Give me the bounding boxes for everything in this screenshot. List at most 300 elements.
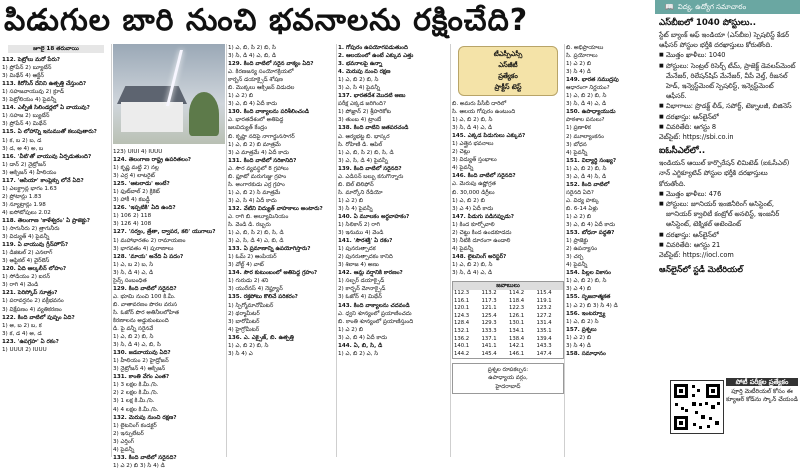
text-line: 4) పైవన్నీ — [566, 262, 588, 269]
text-line: 135. రక్తపోటు కొలిచే పరికరం? — [228, 294, 298, 301]
book-icon: 📖 — [665, 3, 674, 11]
answer-cell: 122.3 — [509, 305, 525, 312]
text-line: 3) సి, డి 4) ఎ, బి, డి — [228, 53, 276, 60]
text-line: 149. భారత సముద్రపు — [566, 77, 619, 84]
column-4-text — [338, 44, 450, 358]
practice-test-badge — [458, 46, 558, 96]
text-line: 3) 126 4) 108 — [113, 221, 152, 228]
text-line: పరీక్ష ఎక్కడ జరిగింది? — [338, 101, 386, 108]
text-line: 1) ఎ 2) బి — [566, 213, 592, 220]
text-line: 146. కింది వాటిలో సరైనది? — [452, 173, 516, 180]
promo-description: పూర్తి మెటీరియల్ కోసం ఈ క్యూఆర్ కోడ్‌ను స్కాన్ చేయండి — [726, 388, 798, 403]
text-line: 2) ఉపన్యాసం — [566, 246, 598, 253]
sbi-detail: ■ పోస్టులు: సెంట్రల్ రిసెర్చ్ టీమ్, ప్రాజెక్ట్ డెవలప్‌మెంట్ మేనేజర్, రిలేషన్‌షిప్ మేనేజర్, వీపీ వెల్త్, రీజనల్ హెడ్, ఇన్వెస్ట్‌మెంట్ స్పెషలిస్ట్, ఇన్వెస్ట్‌మెంట్ ఆఫీసర్. — [659, 61, 796, 102]
answer-cell: 118.4 — [509, 297, 525, 304]
answer-key-table — [453, 290, 563, 358]
text-line: 1) ఎ, బి 2) ఎ, సి — [338, 350, 379, 357]
text-line: 150. ఉపాధ్యాయుడు — [566, 109, 616, 116]
text-line: 3. భవనాలపై ఉన్నా — [338, 61, 383, 68]
text-line: 3) చర్చ — [566, 254, 584, 261]
text-line: 2) థర్మామీటర్ — [228, 310, 260, 317]
answer-cell: 135.1 — [536, 328, 552, 335]
credit-line: ఉపాధ్యాయ వర్గం, — [488, 375, 528, 382]
text-line: బి. బెల్ టెలిఫోన్ — [338, 181, 374, 188]
column-4 — [338, 44, 450, 457]
answer-cell: 115.4 — [536, 290, 552, 297]
text-line: బి. అమరు పీసీబీ దారిలో — [452, 101, 507, 107]
text-line: కిరణాలను అడ్డుకుంటుంది — [113, 317, 169, 324]
credit-line: ప్రశ్నల రూపకల్పన: — [487, 367, 529, 374]
text-line: 3) ఎ, సి 4) పైవన్నీ — [338, 85, 381, 92]
text-line: 3) విద్యుత్ స్తంభాలు — [452, 157, 497, 164]
text-line: 1) UUUI 2) IUUU — [2, 346, 47, 353]
text-line: 3) ఎ 4) బి — [566, 286, 592, 293]
text-line: 123. 'ఉపగ్రహ' ఏ రకం? — [2, 338, 59, 345]
text-line: 1) క, బ 2) బ, డ — [2, 137, 42, 144]
text-line: 142. ఆమ్ల వర్షానికి కారణం? — [338, 270, 403, 277]
text-line: 3) పెట్రోలియం 4) పైవన్నీ — [2, 97, 57, 104]
text-line: 2) 2 లక్షల కి.మీ./సె. — [113, 390, 159, 397]
text-line: 3) విద్యుత్ 4) పైవన్నీ — [2, 234, 50, 241]
text-line: 3) ప్రోపేన్ 4) మిథేన్ — [2, 121, 47, 128]
answer-key — [452, 281, 564, 359]
text-line: 3) సి 4) డి — [566, 342, 591, 349]
text-line: బి. కాంతి శూన్యంలో ప్రయాణిస్తుంది — [338, 318, 414, 325]
answer-cell: 123.2 — [536, 305, 552, 312]
text-line: 139. కింది వాటిలో సరైనది? — [338, 165, 402, 172]
text-line: 155. సృజనాత్మకత — [566, 294, 611, 301]
text-line: పాఠశాల పనులు? — [566, 117, 605, 124]
text-line: 137. భారతదేశ మొదటి అణు — [338, 93, 406, 100]
text-line: 1) ఎ 2) బి — [338, 197, 364, 204]
text-line: 1) ఎలక్ట్రాన్ల భాగం 1.63 — [2, 185, 57, 192]
text-line: 1) కింద కూర్చోవాలి — [452, 221, 495, 228]
text-line: ఎ. ఎడిసన్ బల్బు కనుగొన్నారు — [338, 173, 404, 180]
text-line: 2) ఇన్సులేటర్ — [113, 430, 144, 437]
text-line: 3) ఎ, బి 4) ఏదీ కాదు — [228, 101, 278, 108]
text-line: 3) సి, డి 4) ఎ, డి — [113, 269, 154, 276]
text-line: ఎ. ధ్వని శూన్యంలో ప్రయాణించదు — [338, 310, 412, 317]
text-line: ఆధారంగా నిర్ణయం? — [566, 85, 610, 92]
answer-cell: 124.3 — [454, 312, 470, 319]
text-line: 153. బోధనా పద్ధతి? — [566, 230, 615, 237]
text-line: 133. ఏ ప్రమాణాన్ని ఉపయోగిస్తారు? — [228, 246, 311, 253]
text-line: 3) ఆక్సిజన్ 4) హీలియం — [2, 169, 57, 176]
text-line: 136. ఎ. ఎక్సైజ్, బి. ఉత్పత్తి — [228, 334, 294, 341]
column-6-text — [566, 44, 652, 358]
answer-cell: 112.3 — [454, 290, 470, 297]
text-line: 1) డాన్ 2) నైట్రోజన్ — [2, 161, 46, 168]
text-line: 4) హైగ్రోమీటర్ — [228, 326, 260, 333]
answer-cell: 116.1 — [454, 297, 470, 304]
text-line: 120. ఏది ఆల్కలీన్ లోహం? — [2, 266, 67, 273]
answer-cell: 126.1 — [509, 312, 525, 319]
iocl-details — [659, 189, 796, 250]
answer-row — [453, 343, 563, 351]
text-line: 1) ఎ, బి 2) బి — [452, 197, 485, 204]
text-line: 3) మిథేన్ 4) ఆక్టేన్ — [2, 73, 44, 80]
question-credit — [452, 363, 564, 393]
continuation-tag: జూలై 18 తరువాయి — [8, 45, 104, 53]
answer-cell: 140.1 — [454, 343, 470, 350]
text-line: సి. వెండి డి. రబ్బరు — [228, 222, 271, 229]
text-line: 3) హాకీ 4) కబడ్డీ — [113, 197, 150, 204]
text-line: 3) సి, డి 4) ఎ, డి — [452, 269, 493, 276]
text-line: 1) ఎ, బి 2) బి, సి — [452, 261, 493, 268]
text-line: 1) ఎ, బి, సి 2) బి, సి, డి — [228, 230, 284, 237]
text-line: 3) శిలాజ 4) అణు — [338, 262, 379, 269]
column-2-text — [113, 148, 225, 470]
text-line: 131. కింది వాటిలో సరికానిది? — [228, 157, 297, 164]
text-line: ఎ. ఆర్యభట్ట బి. భాస్కర — [338, 133, 390, 140]
answer-row — [453, 336, 563, 344]
answer-row — [453, 328, 563, 336]
badge-line: టీఎస్పీఎస్సీ — [493, 50, 523, 58]
column-1 — [2, 44, 110, 457]
text-line: 1) ఎ, బ 2) బ, సి — [113, 261, 154, 268]
text-line: 3) ఓజోన్ 4) మిథేన్ — [338, 294, 382, 301]
answer-row — [453, 290, 563, 298]
text-line: 3) సి, డి 4) ఎ, బి, సి — [113, 342, 161, 349]
iocl-heading: ఐఓసీఎల్‌లో.. — [659, 146, 706, 157]
text-line: ఎ. సౌర వ్యవస్థలో 8 గ్రహాలు — [228, 165, 289, 172]
text-line: 1. గోపురం ఉపయోగపడుతుంది — [338, 45, 408, 51]
credit-line: హైదరాబాద్ — [495, 383, 521, 390]
text-line: 4) పైవన్నీ — [452, 165, 474, 172]
text-line: 132. వేటిని విద్యుత్ వాహకాలు అంటారు? — [228, 205, 323, 212]
text-line: జలవిద్యుత్ కేంద్రం — [228, 125, 268, 132]
text-line: 3) 1 లక్ష కి.మీ./సె. — [113, 398, 155, 405]
text-line: 3) సి 4) ఎ — [228, 350, 253, 357]
text-line: 112. పెట్రోలు మరో పేరు? — [2, 57, 61, 64]
text-line: 1) హీలియం 2) హైడ్రోజన్ — [113, 358, 169, 365]
text-line: 145. ఎక్కడ పిడుగులు ఎక్కువ? — [452, 133, 526, 140]
text-line: 1) ఎ 2) బి — [228, 93, 254, 100]
text-line: 1) ఎ, బి 2) బి, సి — [566, 93, 607, 100]
answer-row — [453, 313, 563, 321]
text-line: 1) పరావర్తనం 2) వక్రీభవనం — [2, 298, 64, 305]
text-line: 140. ఏ మూలకం అర్ధవాహకం? — [338, 213, 410, 220]
iocl-detail: ■ చివరితేది: ఆగస్టు 21 — [659, 240, 796, 250]
text-line: 1) సహజవాయువు 2) క్రూడ్ — [2, 89, 64, 96]
text-line: 3) నీటికి దూరంగా ఉండాలి — [452, 237, 511, 244]
answer-cell: 119.1 — [536, 297, 552, 304]
sbi-heading: ఎస్‌బీఐలో 1040 పోస్టులు.. — [659, 18, 757, 28]
column-divider — [564, 44, 565, 457]
iocl-intro: ఇండియన్ ఆయిల్ కార్పొరేషన్ లిమిటెడ్ (ఐఓసీఎల్) నాన్ ఎగ్జిక్యూటివ్ పోస్టుల భర్తీకి దరఖాస్తులు కోరుతోంది. — [659, 159, 790, 188]
text-line: 3) ఎ, బి 4) ఏదీ కాదు — [338, 334, 388, 341]
text-line: 144. ఏ, బి, సి, డి — [338, 342, 383, 349]
text-line: 1) ఎ, బి 2) బి, సి — [566, 165, 607, 172]
text-line: 1) ఎ, బి 2) బి, సి — [113, 334, 154, 341]
text-line: సరైనది ఏది? — [566, 189, 594, 196]
text-line: 116. 'వీటి'తో వాయువు ఏర్పడుతుంది? — [2, 153, 92, 160]
text-line: 3) ఇనుము 4) వెండి — [338, 230, 384, 237]
answer-row — [453, 351, 563, 359]
text-line: 118. తెలంగాణ 'కాళేశ్వరం' ఏ ప్రాజెక్టు? — [2, 217, 90, 224]
text-line: డి. పై వన్నీ సరైనవే — [113, 326, 154, 333]
text-line: 2. ఆలయంలో ఉంటే ఎక్కువ ఎత్తు — [338, 53, 414, 60]
text-line: 3) ఎ, సి, డి 4) ఎ, బి, డి — [228, 238, 284, 245]
text-line: సి. అంగారకుడు ఎర్ర గ్రహం — [228, 181, 285, 188]
text-line: 130. జడవాయువు ఏది? — [113, 350, 171, 357]
text-line: 138. కింది వాటిని జతపరచండి — [338, 125, 409, 132]
column-1-text — [2, 56, 110, 354]
text-line: 1) ఎ, బి 2) బి మాత్రమే — [228, 141, 281, 148]
text-line: 129. కింది వాటిలో సరైనది? — [113, 285, 177, 292]
text-line: 2) చెట్లు — [452, 149, 471, 156]
column-divider — [336, 44, 337, 457]
sbi-detail: ■ దరఖాస్తు: ఆన్‌లైన్‌లో — [659, 112, 796, 122]
text-line: 4. మెరుపు నుంచి రక్షణ — [338, 69, 391, 76]
answer-row — [453, 298, 563, 306]
text-line: 3) ఆప్టికల్ 4) వైర్‌లెస్ — [2, 258, 50, 265]
text-line: బి. కృష్ణా నదిపై నాగార్జునసాగర్ — [228, 133, 295, 140]
answer-cell: 120.1 — [454, 305, 470, 312]
text-line: 1) ఎ 2) బి 3) సి 4) డి — [566, 302, 618, 309]
text-line: 121. పెరిస్కోప్ సూత్రం? — [2, 290, 58, 297]
qr-code-icon — [671, 381, 723, 433]
text-line: సి. ఓజోన్ పొర అతినీలలోహిత — [113, 309, 179, 316]
answer-cell: 138.4 — [509, 335, 525, 342]
answer-cell: 147.4 — [536, 350, 552, 357]
text-line: ఎ. రాగి బి. అల్యూమినియం — [228, 213, 289, 220]
sbi-details — [659, 50, 796, 132]
text-line: 1) ఎ 2) బి 3) సి 4) డి — [113, 462, 165, 469]
answer-cell: 128.4 — [454, 320, 470, 327]
text-line: 1) కృష్ణ మట్టి 2) నల్ల — [113, 165, 159, 172]
text-line: 1) ఎ, బి 2) బి, సి — [338, 77, 379, 84]
text-line: 1) డిజిటల్ 2) ఎనలాగ్ — [2, 250, 53, 257]
text-line: 3) సి, డి 4) ఎ, డి — [452, 125, 493, 132]
text-line: 3) న్యూట్రాన్లు 1.98 — [2, 201, 46, 208]
answer-cell: 113.2 — [481, 290, 497, 297]
text-line: సి. ఆలయ గోపురం ఉంటుంది — [452, 109, 516, 116]
text-line: ఎ. భూమి నుంచి 100 కి.మీ. — [113, 293, 176, 300]
text-line: 2) ప్రోటాన్లు 1.83 — [2, 193, 42, 200]
text-line: 1) సహజ 2) బ్యుటేన్ — [2, 113, 50, 120]
iocl-detail: ■ మొత్తం ఖాళీలు: 476 — [659, 189, 796, 199]
text-line: 3) డ, అ 4) అ, బ — [2, 145, 44, 152]
text-line: 3) భాగవతం 4) పురాణాలు — [113, 245, 174, 252]
text-line: 1) ప్రణాళిక — [566, 125, 591, 132]
answer-cell: 143.3 — [536, 343, 552, 350]
tree — [189, 92, 219, 136]
text-line: 4) పైవన్నీ — [452, 245, 474, 252]
text-line: 3) ఎర్ర 4) లాటరైట్ — [113, 173, 155, 180]
text-line: 1) సిలికాన్ 2) రాగి — [338, 222, 380, 229]
text-line: బి. 6-14 ఏళ్లు — [566, 205, 598, 212]
text-line: 115. ఏ లోహాన్ని ఇనుముతో కలుపుతారు? — [2, 129, 97, 136]
badge-line: ప్రాక్టీస్ టెస్ట్ — [494, 83, 522, 91]
text-line: 1) పోఖ్రాన్ 2) శ్రీహరికోట — [338, 109, 391, 116]
text-line: 1) ఎత్తైన భవనాలు — [452, 141, 494, 148]
text-line: 124. తెలంగాణ రాష్ట్ర ఉపరితలం? — [113, 157, 192, 164]
text-line: 1) ఎ, బి 2) బి, సి — [452, 117, 493, 124]
answer-cell: 133.3 — [481, 328, 497, 335]
text-line: 130. కింది వాక్యాలను పరిశీలించండి — [228, 109, 309, 116]
text-line: 3) ఎ, సి 4) ఏదీ కాదు — [228, 197, 277, 204]
text-line: 4) పైవన్నీ — [113, 446, 135, 453]
text-line: 2) కార్బన్ మోనాక్సైడ్ — [338, 286, 386, 293]
text-line: బి. 30,000 డిగ్రీలు — [452, 189, 495, 196]
text-line: 1) ఎ 2) బి — [566, 334, 592, 341]
iocl-detail: ■ దరఖాస్తు: ఆన్‌లైన్‌లో — [659, 230, 796, 240]
text-line: 113. కిరోసిన్ దేనిని ఉత్పత్తి చేస్తుంది? — [2, 81, 87, 88]
answer-cell: 136.2 — [454, 335, 470, 342]
text-line: 1) ఎ, బి 2) సి — [566, 318, 599, 325]
column-5-text — [452, 100, 564, 277]
answer-cell: 141.1 — [481, 343, 497, 350]
text-line: 3) బోధన — [566, 141, 587, 148]
text-line: 3) రాగి 4) వెండి — [2, 282, 39, 289]
text-line: 1) అ, బ 2) బ, క — [2, 322, 42, 329]
text-line: 3) ఎర్తింగ్ — [113, 438, 134, 445]
text-line: 158. సమాధానం — [566, 350, 606, 357]
text-line: ఎ. భారతదేశంలో అతిపెద్ద — [228, 117, 284, 124]
column-2 — [113, 44, 225, 469]
text-line: 147. పిడుగు పడినప్పుడు? — [452, 213, 514, 220]
text-line: 1) ప్రాజెక్టు — [566, 238, 589, 245]
text-line: 3) తుంబ 4) ట్రాంబే — [338, 117, 382, 124]
text-line: 1) సాగునీరు 2) త్రాగునీరు — [2, 226, 60, 233]
column-6 — [566, 44, 652, 457]
answer-cell: 139.4 — [536, 335, 552, 342]
text-line: 131. కాంతి వేగం ఎంత? — [113, 374, 170, 381]
text-line: ఎ. కిరణజన్య సంయోగక్రియలో — [228, 69, 294, 76]
qr-code[interactable] — [670, 380, 724, 434]
answer-cell: 142.1 — [509, 343, 525, 350]
text-line: 3) ఎ, డి 4) సి, డి — [566, 173, 607, 180]
text-line: 151. విద్యార్థి సంఖ్య? — [566, 157, 617, 164]
text-line: 122. కింది వాటిలో పుష్పం ఏది? — [2, 314, 75, 321]
text-line: 152. కింది వాటిలో — [566, 181, 610, 188]
column-divider — [111, 44, 112, 457]
text-line: 1) ఫుట్‌బాల్ 2) క్రికెట్ — [113, 189, 160, 196]
text-line: 1) ఎ 2) బి — [566, 61, 592, 68]
answer-cell: 127.2 — [536, 312, 552, 319]
column-3 — [228, 44, 335, 457]
answer-cell: 129.3 — [481, 320, 497, 327]
text-line: 3) సి 4) డి — [566, 69, 591, 76]
text-line: 2) చెట్టు కింద ఉండకూడదు — [452, 229, 512, 236]
text-line: 134. సౌర కుటుంబంలో అతిపెద్ద గ్రహం? — [228, 270, 318, 277]
text-line: 132. మెరుపు నుంచి రక్షణ? — [113, 414, 177, 421]
promo-title: పోటీ పరీక్షల ప్రత్యేకం — [726, 378, 798, 386]
text-line: 1) ఎ, బి 2) బి, సి — [228, 342, 269, 349]
text-line: 4) ఐసోటోపులు 2.02 — [2, 209, 51, 216]
text-line: 128. 'మాయ' అనేది ఏ పదం? — [113, 253, 184, 260]
text-line: 1) ఎ, బి, సి 2) బి, సి — [228, 45, 276, 51]
answer-row — [453, 320, 563, 328]
text-line: 3) ఎ మాత్రమే 4) ఏదీ కాదు — [228, 149, 289, 156]
text-line: 125. 'ఆటలాడు' అంటే? — [113, 181, 170, 188]
text-line: ఎ. విద్య హక్కు — [566, 197, 600, 204]
text-line: 1) లైటనింగ్ కండక్టర్ — [113, 422, 157, 429]
answer-cell: 134.1 — [509, 328, 525, 335]
answer-cell: 114.2 — [509, 290, 525, 297]
iocl-website-link[interactable]: వెబ్‌సైట్: https://iocl.com — [659, 251, 734, 260]
text-line: 3) క, డ 4) అ, డ — [2, 330, 42, 337]
text-line: 119. ఏ వాయువు గ్రీన్‌హౌస్? — [2, 242, 69, 249]
text-line: 114. ఎల్పీజీ సిలిండర్లలో ఏ వాయువు? — [2, 105, 90, 112]
text-line: 3) సి, డి 4) ఎ, డి — [566, 101, 607, 108]
text-line: 1) 106 2) 118 — [113, 213, 152, 220]
text-line: బి. వాతావరణం పొరల వరుస — [113, 301, 178, 308]
text-line: 117. 'ఆసియా' కాంప్లెక్సు లోనే ఏది? — [2, 177, 84, 184]
answer-cell: 117.3 — [481, 297, 497, 304]
lightning-house-photo — [113, 44, 225, 144]
answer-cell: 130.1 — [509, 320, 525, 327]
column-divider — [226, 44, 227, 457]
text-line: 1) మహాభారతం 2) రామాయణం — [113, 237, 186, 244]
online-study-material-heading: ఆన్‌లైన్‌లో స్టడీ మెటీరియల్ — [659, 265, 743, 275]
text-line: బి. ప్లూటో మరుగుజ్జు గ్రహం — [228, 173, 287, 180]
text-line: కార్బన్ డయాక్సైడ్ శోషణ — [228, 77, 283, 84]
text-line: సి. మార్కోని రేడియో — [338, 189, 383, 196]
text-line: 123) UIUI 4) IUUU — [113, 149, 163, 155]
text-line: 1) 3 లక్షల కి.మీ./సె. — [113, 382, 159, 389]
text-line: సి. ప్రయోగాలు — [566, 53, 598, 60]
sbi-website-link[interactable]: వెబ్‌సైట్: https://sbi.co.in — [659, 133, 734, 142]
text-line: 3) విక్షేపణం 4) వ్యతికరణం — [2, 306, 62, 313]
text-line: 3) సి 4) పైవన్నీ — [338, 205, 373, 212]
text-line: 3) ఎ, సి, డి 4) పైవన్నీ — [338, 157, 388, 164]
text-line: 2) పునరుత్పాదకం కానిది — [338, 254, 393, 261]
text-line: బి. మొక్కలు ఆక్సిజన్ విడుదల — [228, 85, 295, 92]
page-headline: పిడుగుల బారి నుంచి భవనాలను రక్షించేది? — [4, 3, 529, 38]
iocl-detail: ■ పోస్టులు: జూనియర్ ఇంజినీరింగ్ అసిస్టెంట్, జూనియర్ క్వాలిటీ కంట్రోల్ అనలిస్ట్, ఇంజనీర్ అసిస్టెంట్, టెక్నికల్ అటెండెంట్ — [659, 199, 796, 230]
text-line: 143. కింది వాక్యాలను చదవండి — [338, 302, 410, 309]
text-line: 1) ప్రోపేన్ 2) బ్యూటేన్ — [2, 65, 52, 72]
banner-label: విద్య, ఉద్యోగ సమాచారం — [677, 3, 747, 11]
text-line: 129. కింది వాటిలో సరైన వాక్యం ఏది? — [228, 61, 314, 68]
text-line: ఎ. మెరుపు ఉష్ణోగ్రత — [452, 181, 496, 188]
jobs-banner — [655, 0, 800, 14]
text-line: 1) సల్ఫర్ డయాక్సైడ్ — [338, 278, 385, 285]
answer-cell: 132.1 — [454, 328, 470, 335]
text-line: 1) ఎ, బి, సి 2) బి, సి, డి — [338, 149, 394, 156]
promo-text — [726, 378, 798, 404]
text-line: 4) పైవన్నీ — [566, 149, 588, 156]
text-line: 4) 4 లక్షల కి.మీ./సె. — [113, 406, 159, 413]
text-line: 1) ఎ, బి 2) సి మాత్రమే — [228, 189, 281, 196]
answer-key-title: జవాబులు — [453, 282, 563, 290]
column-3-text — [228, 44, 335, 358]
text-line: 3) వోల్ట్ 4) వాట్ — [228, 262, 264, 269]
badge-line: ఎస్‌జీటీ — [498, 61, 518, 69]
answer-cell: 145.4 — [481, 350, 497, 357]
answer-cell: 146.1 — [509, 350, 525, 357]
text-line: 148. లైటనింగ్ అరెస్టర్? — [452, 253, 507, 260]
text-line: 154. పిల్లల వికాసం — [566, 270, 612, 277]
text-line: 156. ఇంటర్వ్యూ — [566, 310, 606, 317]
sbi-detail: ■ మొత్తం ఖాళీలు: 1040 — [659, 50, 796, 60]
text-line: 133. కింది వాటిలో సరైనది? — [113, 454, 177, 461]
text-line: 1) ఎ, బి 2) బి, సి — [566, 278, 607, 285]
text-line: 1) సోడియం 2) ఐరన్ — [2, 274, 50, 281]
house-body — [121, 102, 183, 132]
text-line: 141. 'సౌరశక్తి' ఏ రకం? — [338, 238, 393, 245]
text-line: 1) పునరుత్పాదక — [338, 246, 376, 253]
answer-cell: 131.4 — [536, 320, 552, 327]
sbi-detail: ■ విభాగాలు: ప్రొడక్ట్ లీడ్, సపోర్ట్, టెక్నాలజీ, బిజినెస్ — [659, 101, 796, 111]
text-line: 1) ఓమ్ 2) ఆంపియర్ — [228, 254, 277, 261]
column-5 — [452, 44, 564, 457]
sbi-intro: స్టేట్ బ్యాంక్ ఆఫ్ ఇండియా (ఎస్‌బీఐ) స్పెషలిస్ట్ కేడర్ ఆఫీసర్ పోస్టుల భర్తీకి దరఖాస్తులు కోరుతోంది. — [659, 31, 790, 50]
sbi-detail: ■ చివరితేది: ఆగస్టు 8 — [659, 122, 796, 132]
answer-cell: 137.1 — [481, 335, 497, 342]
